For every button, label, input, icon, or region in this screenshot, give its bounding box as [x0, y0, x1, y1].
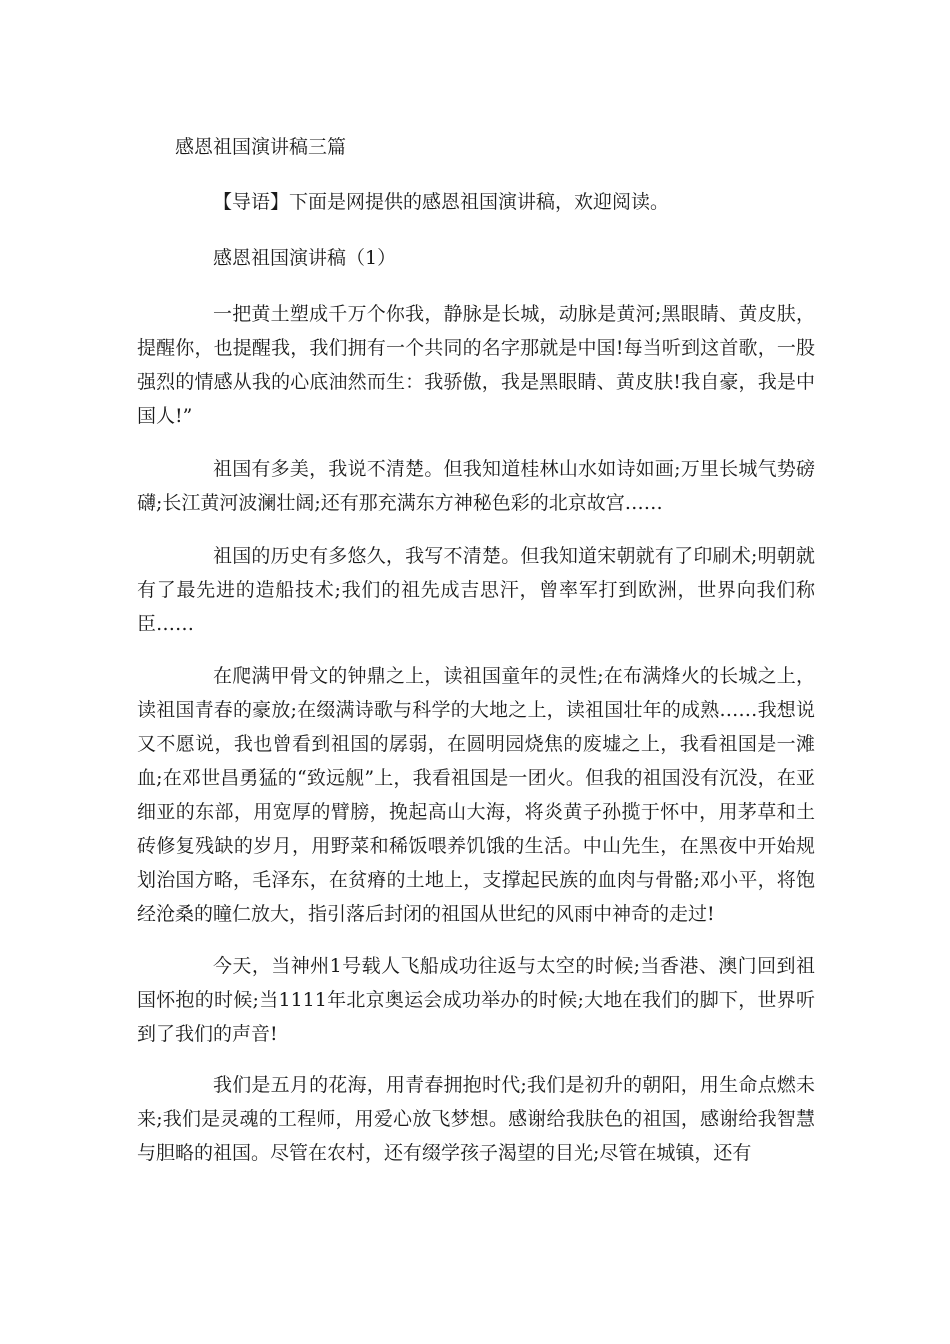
paragraph-1: 一把黄土塑成千万个你我，静脉是长城，动脉是黄河;黑眼睛、黄皮肤，提醒你，也提醒我，我们拥有一个共同的名字那就是中国!每当听到这首歌，一股强烈的情感从我的心底油然而生：我骄傲，我是黑眼睛、黄皮肤!我自豪，我是中国人!”: [137, 303, 815, 427]
section-heading: 感恩祖国演讲稿（1）: [213, 247, 397, 269]
intro-text: 【导语】下面是网提供的感恩祖国演讲稿，欢迎阅读。: [213, 191, 670, 213]
paragraph-6: 我们是五月的花海，用青春拥抱时代;我们是初升的朝阳，用生命点燃未来;我们是灵魂的工程师，用爱心放飞梦想。感谢给我肤色的祖国，感谢给我智慧与胆略的祖国。尽管在农村，还有缀学孩子渴望的目光;尽管在城镇，还有: [137, 1074, 815, 1164]
document-title: 感恩祖国演讲稿三篇: [175, 136, 347, 158]
paragraph-3: 祖国的历史有多悠久，我写不清楚。但我知道宋朝就有了印刷术;明朝就有了最先进的造船技术;我们的祖先成吉思汗，曾率军打到欧洲，世界向我们称臣……: [137, 545, 815, 635]
paragraph-4: 在爬满甲骨文的钟鼎之上，读祖国童年的灵性;在布满烽火的长城之上，读祖国青春的豪放;在缀满诗歌与科学的大地之上，读祖国壮年的成熟……我想说又不愿说，我也曾看到祖国的孱弱，在圆明园烧焦的废墟之上，我看祖国是一滩血;在邓世昌勇猛的“致远舰”上，我看祖国是一团火。但我的祖国没有沉没，在亚细亚的东部，用宽厚的臂膀，挽起高山大海，将炎黄子孙揽于怀中，用茅草和土砖修复残缺的岁月，用野菜和稀饭喂养饥饿的生活。中山先生，在黑夜中开始规划治国方略，毛泽东，在贫瘠的土地上，支撑起民族的血肉与骨骼;邓小平，将饱经沧桑的瞳仁放大，指引落后封闭的祖国从世纪的风雨中神奇的走过!: [137, 665, 815, 925]
paragraph-2: 祖国有多美，我说不清楚。但我知道桂林山水如诗如画;万里长城气势磅礴;长江黄河波澜壮阔;还有那充满东方神秘色彩的北京故宫……: [137, 458, 815, 514]
paragraph-5: 今天，当神州1号载人飞船成功往返与太空的时候;当香港、澳门回到祖国怀抱的时候;当1111年北京奥运会成功举办的时候;大地在我们的脚下，世界听到了我们的声音!: [137, 955, 815, 1045]
